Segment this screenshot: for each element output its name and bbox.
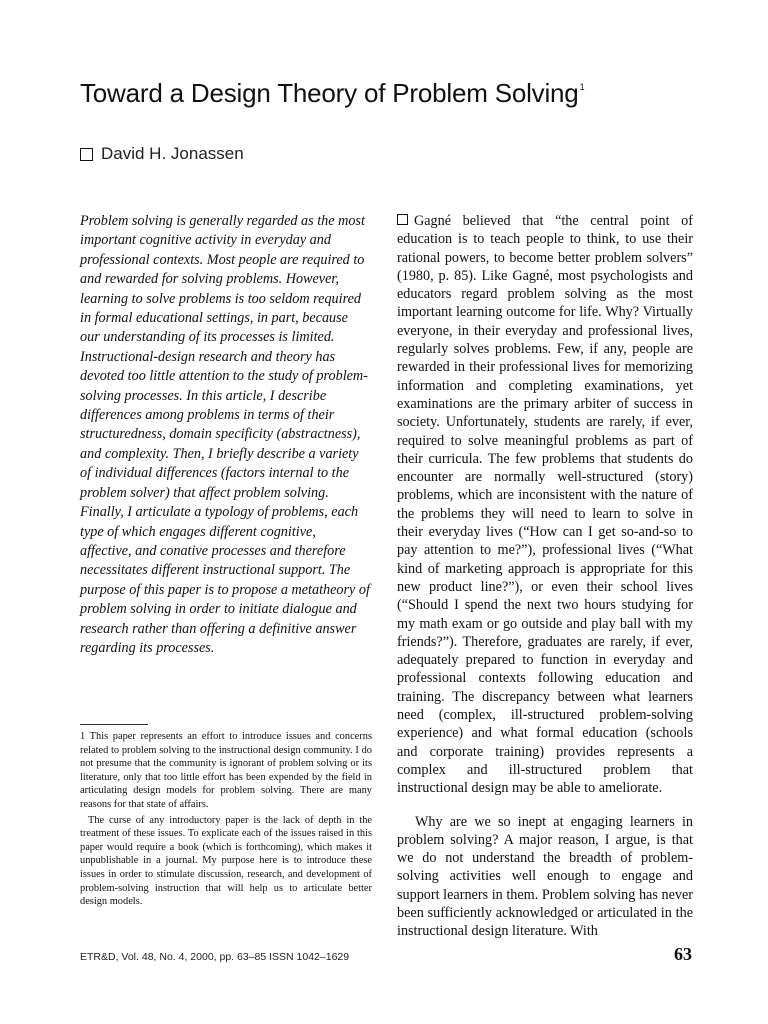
author-line — [80, 144, 244, 164]
footnotes — [80, 730, 372, 911]
journal-citation: ETR&D, Vol. 48, No. 4, 2000, pp. 63–85 ISSN 1042–1629 — [80, 951, 350, 963]
body-paragraph-1-text: Gagné believed that “the central point of education is to teach people to think, to use their rational powers, to become better problem solvers” (1980, p. 85). Like Gagné, most psychologists and educators regard problem solving as the most important learning outcome for life. Why? Virtually everyone, in their everyday and professional lives, regularly solves problems. Few, if any, people are rewarded in their professional lives for memorizing information and completing examinations, yet examinations are the primary arbiter of success in society. Unfortunately, students are rarely, if ever, required to solve meaningful problems as part of their curricula. The few problems that students do encounter are normally well-structured (story) problems, which are inconsistent with the nature of the problems they will need to learn to solve in their everyday lives (“How can I get so-and-so to pay attention to me?”), professional lives (“What kind of marketing approach is appropriate for this new product line?”), or even their school lives (“Should I spend the next two hours studying for my math exam or go outside and play ball with my friends?”). Therefore, graduates are rarely, if ever, adequately prepared to function in everyday and professional contexts following education and training. The discrepancy between what learners need (complex, ill-structured problem-solving experience) and what formal education (schools and corporate training) provides represents a complex and ill-structured problem that instructional design may be able to ameliorate. — [397, 213, 693, 797]
title-footnote-mark: 1 — [579, 82, 585, 92]
abstract: Problem solving is generally regarded as the most important cognitive activity in everyday and professional contexts. Most people are required to and rewarded for solving problems. However, learning to solve problems is too seldom required in formal educational settings, in part, because our understanding of its processes is limited. Instructional-design research and theory has devoted too little attention to the study of problem-solving processes. In this article, I describe differences among problems in terms of their structuredness, domain specificity (abstractness), and complexity. Then, I briefly describe a variety of individual differences (factors internal to the problem solver) that affect problem solving. Finally, I articulate a typology of problems, each type of which engages different cognitive, affective, and conative processes and therefore necessitates different instructional support. The purpose of this paper is to propose a metatheory of problem solving in order to initiate dialogue and research rather than offering a definitive answer regarding its processes. — [80, 213, 370, 656]
footnote-1: 1 This paper represents an effort to introduce issues and concerns related to problem solving to the instructional design community. I do not presume that the community is ignorant of problem solving or its literature, only that too little effort has been expended by the field in articulating design models for problem solving. There are many reasons for that state of affairs. — [80, 731, 372, 810]
footnote-divider — [80, 724, 148, 725]
article-title — [80, 78, 720, 109]
checkbox-square-icon — [80, 148, 93, 161]
author-name: David H. Jonassen — [101, 144, 244, 163]
page-number: 63 — [674, 944, 692, 964]
body-paragraph-2: Why are we so inept at engaging learners in problem solving? A major reason, I argue, is that we do not understand the breadth of problem-solving activities well enough to engage and support learners in them. Problem solving has never been sufficiently acknowledged or articulated in the instructional design literature. With — [397, 813, 693, 940]
body-paragraph-1 — [397, 212, 693, 798]
footnote-1-continued: The curse of any introductory paper is the lack of depth in the treatment of these issues. To explicate each of the issues raised in this paper would require a book (which is forthcoming), which makes it unpublishable in a journal. My purpose here is to introduce these issues in order to stimulate discussion, research, and development of problem-solving instruction that will help us to articulate better design models. — [80, 814, 372, 908]
title-text: Toward a Design Theory of Problem Solving — [80, 78, 579, 108]
section-square-icon — [397, 214, 408, 225]
body-column — [397, 212, 693, 941]
